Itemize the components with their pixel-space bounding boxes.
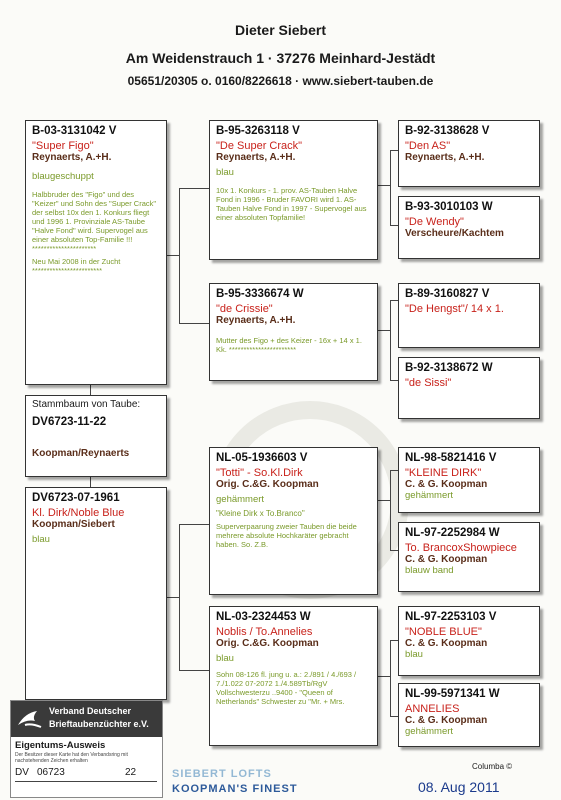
pigeon-name: "Den AS" [405,140,451,152]
ring-number: B-95-3263118 V [216,125,300,137]
ring-number: NL-98-5821416 V [405,452,497,464]
pigeon-info: Halbbruder des "Figo" und des "Keizer" und Sohn des "Super Crack" der selbst 10x den 1. Konkurs fliegt und 1996 1. Provinziale AS-Taube "Halve Fond" wird. Supervogel aus einer absoluten Top-Familie !!! ********************** [32,190,157,253]
stammbaum-box [25,395,167,477]
ring-number: B-92-3138628 V [405,125,490,137]
mother-box [25,487,167,700]
pigeon-color: gehämmert [405,490,454,501]
main-pigeon-box [25,120,167,385]
pigeon-name: "Totti" - So.Kl.Dirk [216,467,303,479]
stamp-date: 08. Aug 2011 [418,779,500,795]
card-year: 22 [125,767,137,778]
pigeon-name: ANNELIES [405,703,460,715]
pigeon-breeder: Reynaerts, A.+H. [216,152,296,163]
gen3-box [398,683,540,747]
pigeon-breeder: Reynaerts, A.+H. [405,152,485,163]
ring-number: NL-97-2252984 W [405,527,500,539]
pigeon-color: gehämmert [405,726,454,737]
ring-number: NL-97-2253103 V [405,611,497,623]
pigeon-note: Neu Mai 2008 in der Zucht ************************ [32,257,121,275]
pigeon-name: "de Sissi" [405,377,452,389]
pigeon-quote: "Kleine Dirk x To.Branco" [216,509,305,518]
breeder-contact: 05651/20305 o. 0160/8226618 · www.siebert-tauben.de [127,74,434,88]
pigeon-name: "KLEINE DIRK" [405,467,482,479]
pigeon-breeder: Orig. C.&G. Koopman [216,479,319,490]
card-number-row [15,767,157,782]
pigeon-breeder: Verscheure/Kachtem [405,228,504,239]
connector [390,716,398,717]
connector [390,470,391,550]
pigeon-name: Noblis / To.Annelies [216,626,313,638]
ring-number: NL-99-5971341 W [405,688,500,700]
pigeon-color: gehämmert [216,494,265,505]
card-small-text: Der Besitzer dieser Karte hat den Verbandsring mit nachstehenden Zeichen erhalten [15,752,128,764]
connector [90,477,91,487]
ring-number: B-92-3138672 W [405,362,493,374]
gen3-box [398,357,540,419]
pigeon-color: blaugeschuppt [32,171,94,182]
pigeon-name: "Super Figo" [32,140,94,152]
grandsire-maternal-box [209,447,378,595]
connector [179,524,209,525]
pigeon-breeder: C. & G. Koopman [405,638,488,649]
pigeon-name: "De Wendy" [405,216,464,228]
pigeon-breeder: Reynaerts, A.+H. [216,315,296,326]
connector [390,380,398,381]
grandsire-paternal-box [209,120,378,260]
connector [378,330,390,331]
ring-number: NL-05-1936603 V [216,452,308,464]
ring-number: B-93-3010103 W [405,201,493,213]
connector [390,300,391,380]
ring-number: NL-03-2324453 W [216,611,311,623]
connector [378,500,390,501]
connector [179,323,209,324]
connector [390,150,391,225]
connector [378,676,390,677]
card-title: Eigentums-Ausweis [15,740,106,751]
pigeon-info: Sohn 08-126 fl. jung u. a.: 2./891 / 4./693 / 7./1.022 07-2072 1./4.589Tb/RgV Vollschwesterzu ..9400 - "Queen of Netherlands" Schwester zu "Mr. + Mrs. [216,670,357,706]
pigeon-breeder: Orig. C.&G. Koopman [216,638,319,649]
breeder-name: Dieter Siebert [234,22,327,38]
pigeon-name: "de Crissie" [216,303,273,315]
connector [390,640,391,716]
connector [390,225,398,226]
stammbaum-ring: DV6723-11-22 [32,416,107,428]
connector [179,670,209,671]
connector [90,385,91,395]
gen3-box [398,196,540,259]
card-org-line1: Verband Deutscher [49,706,132,716]
pigeon-color: blau [32,534,50,545]
pigeon-name: To. BrancoxShowpiece [405,542,517,554]
connector [167,255,179,256]
pigeon-color: blau [216,653,234,664]
card-header [11,701,162,737]
pigeon-breeder: C. & G. Koopman [405,715,488,726]
gen3-box [398,447,540,513]
stammbaum-breeder: Koopman/Reynaerts [32,448,130,459]
connector [378,185,390,186]
card-org-line2: Brieftaubenzüchter e.V. [49,719,149,729]
connector [390,470,398,471]
stammbaum-label: Stammbaum von Taube: [32,399,141,410]
ownership-card [10,700,163,798]
connector [179,188,180,323]
connector [390,300,398,301]
ring-number: B-89-3160827 V [405,288,490,300]
connector [390,550,398,551]
stamp-siebert-lofts: SIEBERT LOFTS [172,768,272,780]
columba-mark: Columba © [472,762,513,771]
card-number: 06723 [37,767,65,778]
pigeon-name: "De Super Crack" [216,140,303,152]
pigeon-color: blau [216,167,234,178]
gen3-box [398,606,540,676]
pigeon-name: "NOBLE BLUE" [405,626,482,638]
connector [179,524,180,670]
granddam-maternal-box [209,606,378,746]
connector [390,640,398,641]
gen3-box [398,522,540,592]
pigeon-breeder: Reynaerts, A.+H. [32,152,112,163]
ring-number: DV6723-07-1961 [32,492,120,504]
stamp-koopmans-finest: KOOPMAN'S FINEST [172,783,298,795]
pigeon-breeder: Koopman/Siebert [32,519,115,530]
connector [167,597,179,598]
pigeon-info: Mutter des Figo + des Keizer - 16x + 14 x 1. Kk. *********************** [216,336,362,354]
gen3-box [398,283,540,348]
gen3-box [398,120,540,187]
connector [179,188,209,189]
ring-number: B-03-3131042 V [32,125,117,137]
pigeon-name: Kl. Dirk/Noble Blue [32,507,125,519]
ring-number: B-95-3336674 W [216,288,304,300]
breeder-address: Am Weidenstrauch 1 · 37276 Meinhard-Jestädt [125,50,436,66]
pigeon-breeder: C. & G. Koopman [405,479,488,490]
pigeon-color: blauw band [405,565,454,576]
pigeon-color: blau [405,649,423,660]
connector [390,150,398,151]
granddam-paternal-box [209,283,378,381]
dove-icon [15,705,45,733]
pigeon-breeder: C. & G. Koopman [405,554,488,565]
pigeon-info: 10x 1. Konkurs - 1. prov. AS-Tauben Halve Fond in 1996 - Bruder FAVORI wird 1. AS-Tauben Halve Fond in 1997 - Supervogel aus einer absoluten Topfamilie! [216,186,367,222]
pigeon-info: Superverpaarung zweier Tauben die beide mehrere absolute Hochkaräter gebracht haben. So. Z.B. [216,522,357,549]
card-dv: DV [15,767,29,778]
pigeon-name: "De Hengst"/ 14 x 1. [405,303,504,315]
